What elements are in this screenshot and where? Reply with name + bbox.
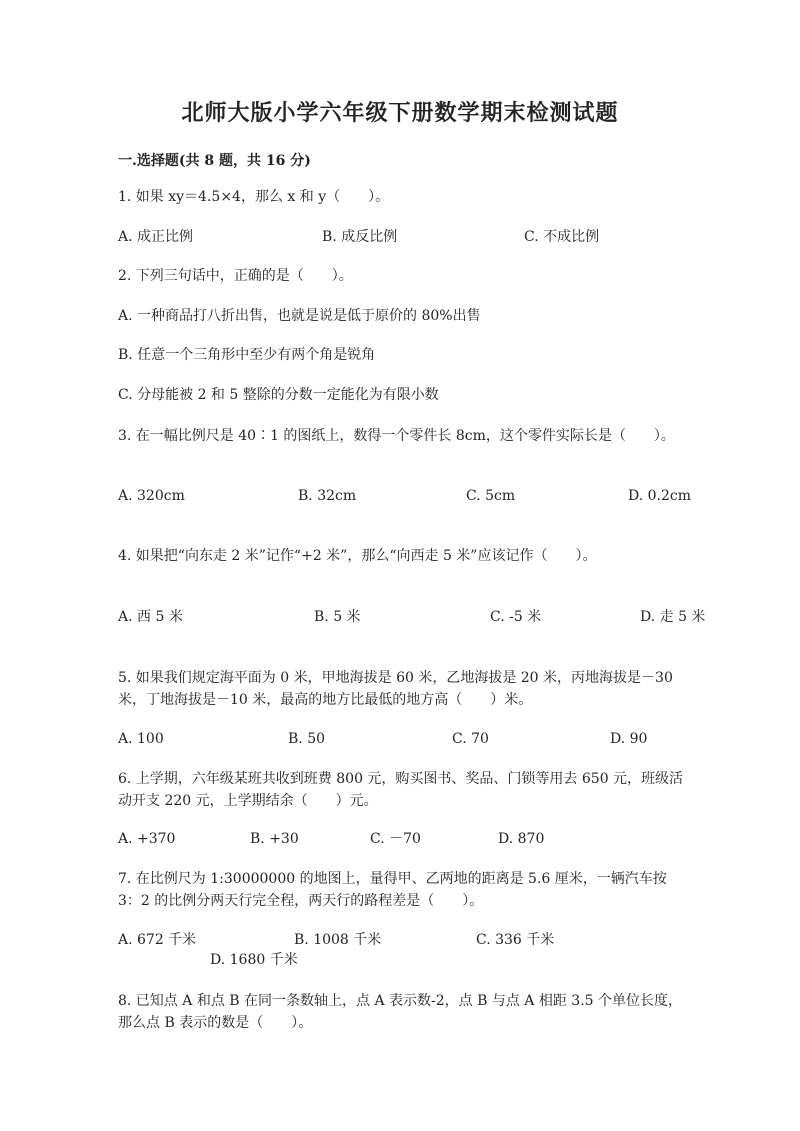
question-1-option-a[interactable]: A. 成正比例 [118, 229, 194, 245]
question-4-option-a[interactable]: A. 西 5 米 [118, 609, 183, 625]
section-heading: 一.选择题(共 8 题，共 16 分) [118, 153, 311, 169]
question-2-stem: 2. 下列三句话中，正确的是（ ）。 [118, 268, 353, 284]
question-4-option-b[interactable]: B. 5 米 [314, 609, 361, 625]
question-5-option-d[interactable]: D. 90 [610, 731, 648, 747]
question-7-option-c[interactable]: C. 336 千米 [476, 932, 555, 948]
question-6-option-d[interactable]: D. 870 [498, 831, 545, 847]
question-1-option-b[interactable]: B. 成反比例 [322, 229, 398, 245]
question-5-stem: 5. 如果我们规定海平面为 0 米，甲地海拔是 60 米，乙地海拔是 20 米，丙地海拔是－30 米，丁地海拔是－10 米，最高的地方比最低的地方高（ ）米。 [118, 670, 673, 708]
question-6-option-a[interactable]: A. +370 [118, 831, 176, 847]
question-6-option-b[interactable]: B. +30 [250, 831, 299, 847]
question-3-option-b[interactable]: B. 32cm [298, 488, 357, 504]
question-1-stem: 1. 如果 xy＝4.5×4，那么 x 和 y（ ）。 [118, 189, 390, 205]
question-7-option-a[interactable]: A. 672 千米 [118, 932, 197, 948]
question-6-option-c[interactable]: C. －70 [370, 831, 421, 847]
question-7-stem: 7. 在比例尺为 1:30000000 的地图上，量得甲、乙两地的距离是 5.6 厘米，一辆汽车按 3：2 的比例分两天行完全程，两天行的路程差是（ ）。 [118, 871, 667, 909]
question-3-option-a[interactable]: A. 320cm [118, 488, 185, 504]
question-7-option-b[interactable]: B. 1008 千米 [294, 932, 382, 948]
question-7-option-d[interactable]: D. 1680 千米 [210, 952, 298, 968]
question-2-option-b[interactable]: B. 任意一个三角形中至少有两个角是锐角 [118, 347, 376, 363]
question-4-option-d[interactable]: D. 走 5 米 [640, 609, 706, 625]
question-6-stem: 6. 上学期，六年级某班共收到班费 800 元，购买图书、奖品、门锁等用去 650 元，班级活动开支 220 元，上学期结余（ ）元。 [118, 771, 684, 809]
question-5-option-c[interactable]: C. 70 [452, 731, 489, 747]
question-5-option-b[interactable]: B. 50 [288, 731, 326, 747]
page-title: 北师大版小学六年级下册数学期末检测试题 [181, 100, 619, 126]
question-2-option-c[interactable]: C. 分母能被 2 和 5 整除的分数一定能化为有限小数 [118, 387, 439, 403]
question-3-option-d[interactable]: D. 0.2cm [628, 488, 692, 504]
question-3-option-c[interactable]: C. 5cm [466, 488, 516, 504]
question-8-stem: 8. 已知点 A 和点 B 在同一条数轴上，点 A 表示数-2，点 B 与点 A 相距 3.5 个单位长度，那么点 B 表示的数是（ ）。 [118, 993, 683, 1031]
question-4-stem: 4. 如果把“向东走 2 米”记作“+2 米”，那么“向西走 5 米”应该记作（ ）。 [118, 548, 597, 564]
question-4-option-c[interactable]: C. -5 米 [490, 609, 542, 625]
question-5-option-a[interactable]: A. 100 [118, 731, 164, 747]
question-1-option-c[interactable]: C. 不成比例 [524, 229, 600, 245]
question-3-stem: 3. 在一幅比例尺是 40∶1 的图纸上，数得一个零件长 8cm，这个零件实际长是（ ）。 [118, 428, 675, 444]
question-2-option-a[interactable]: A. 一种商品打八折出售，也就是说是低于原价的 80%出售 [118, 308, 481, 324]
